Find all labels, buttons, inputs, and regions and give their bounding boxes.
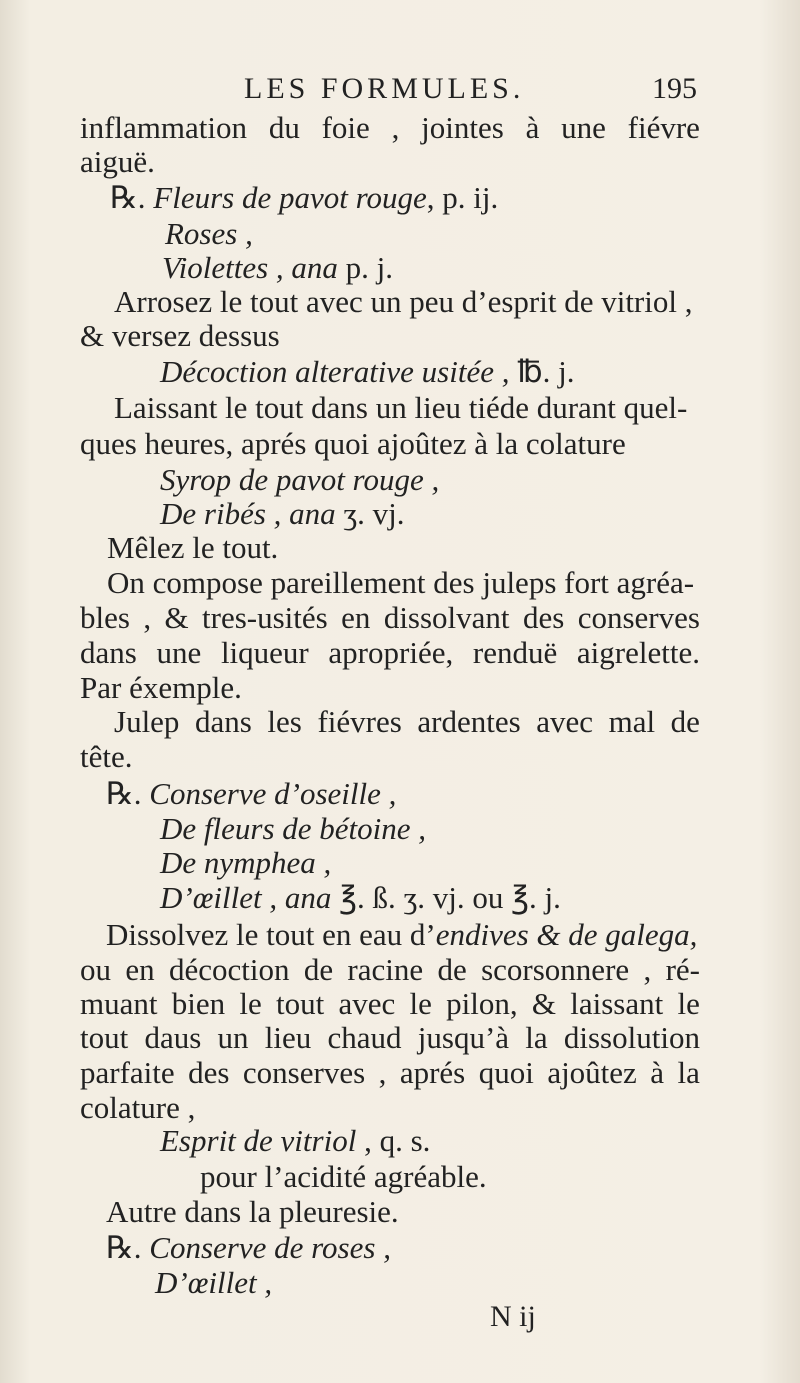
word: & bbox=[164, 600, 189, 635]
recipe-symbol: ℞. bbox=[106, 776, 142, 811]
text-line bbox=[106, 777, 396, 811]
word: foie bbox=[321, 110, 370, 145]
text-line bbox=[80, 953, 700, 987]
text-line: ques heures, aprés quoi ajoûtez à la colature bbox=[80, 426, 626, 461]
text-line bbox=[110, 181, 498, 215]
word: apropriée, bbox=[328, 635, 454, 670]
text-line: Mêlez le tout. bbox=[107, 530, 279, 565]
word: décoction bbox=[168, 952, 290, 987]
word: tres-usités bbox=[202, 600, 328, 635]
text-line: & versez dessus bbox=[80, 318, 280, 353]
text-line: pour l’acidité agréable. bbox=[200, 1159, 487, 1194]
word: de bbox=[437, 952, 467, 987]
word: pilon, bbox=[446, 986, 518, 1021]
word: bien bbox=[171, 986, 226, 1021]
text-line: Arrosez le tout avec un peu d’esprit de vitriol , bbox=[114, 284, 693, 319]
word: avec bbox=[536, 704, 593, 739]
dose: ʒ. vj. bbox=[335, 496, 405, 531]
word: & bbox=[531, 986, 556, 1021]
ingredient-line: De nymphea , bbox=[160, 845, 332, 880]
ingredient: D’œillet , ana bbox=[160, 880, 332, 915]
ingredient-line: Roses , bbox=[165, 216, 253, 251]
text-line bbox=[80, 1021, 700, 1055]
ingredient: Conserve d’oseille , bbox=[149, 776, 397, 811]
word: lieu bbox=[264, 1020, 312, 1055]
word: quoi bbox=[478, 1055, 534, 1090]
word: ou bbox=[80, 952, 111, 987]
word: liqueur bbox=[220, 635, 309, 670]
dose: , q. s. bbox=[356, 1123, 431, 1158]
word: le bbox=[239, 986, 262, 1021]
word: les bbox=[267, 704, 302, 739]
ingredient-line: De fleurs de bétoine , bbox=[160, 811, 427, 846]
dose: p. j. bbox=[337, 250, 394, 285]
word: en bbox=[341, 600, 371, 635]
word: mal bbox=[608, 704, 656, 739]
word: fiévre bbox=[627, 110, 700, 145]
word: ardentes bbox=[417, 704, 521, 739]
text-line: tête. bbox=[80, 739, 133, 774]
word: Julep bbox=[114, 704, 180, 739]
ingredient: Fleurs de pavot rouge bbox=[153, 180, 427, 215]
text-line: Laissant le tout dans un lieu tiéde durant quel- bbox=[114, 390, 688, 425]
text-line: aiguë. bbox=[80, 144, 155, 179]
text-line bbox=[162, 251, 393, 285]
ingredient-line: D’œillet , bbox=[155, 1265, 273, 1300]
text-line bbox=[80, 987, 700, 1021]
word: racine bbox=[347, 952, 424, 987]
recipe-symbol: ℞. bbox=[110, 180, 146, 215]
word: ajoûtez bbox=[547, 1055, 637, 1090]
word: une bbox=[561, 110, 606, 145]
word: , bbox=[143, 600, 152, 635]
ingredient: Conserve de roses , bbox=[149, 1230, 391, 1265]
word: de bbox=[670, 704, 700, 739]
word: une bbox=[156, 635, 202, 670]
word: parfaite bbox=[80, 1055, 175, 1090]
page-header bbox=[0, 72, 800, 112]
text-line bbox=[160, 881, 561, 915]
word: des bbox=[188, 1055, 230, 1090]
text-line bbox=[80, 1056, 700, 1090]
word: chaud bbox=[327, 1020, 402, 1055]
word: de bbox=[303, 952, 334, 987]
word: jointes bbox=[421, 110, 504, 145]
word: muant bbox=[80, 986, 158, 1021]
ingredient: endives & de galega, bbox=[435, 917, 698, 952]
text-line bbox=[80, 601, 700, 635]
word: aprés bbox=[399, 1055, 466, 1090]
ingredient: De ribés , ana bbox=[160, 496, 336, 531]
text-line bbox=[106, 918, 697, 952]
text-line bbox=[80, 111, 700, 145]
running-title: LES FORMULES. bbox=[244, 72, 525, 105]
word: avec bbox=[338, 986, 396, 1021]
word: dans bbox=[195, 704, 252, 739]
word: à bbox=[650, 1055, 665, 1090]
word: , bbox=[643, 952, 652, 987]
word: la bbox=[677, 1055, 700, 1090]
text-line bbox=[106, 1231, 391, 1265]
signature-mark: N ij bbox=[490, 1300, 536, 1333]
word: bles bbox=[80, 600, 130, 635]
word: daus bbox=[144, 1020, 202, 1055]
text-line: Autre dans la pleuresie. bbox=[106, 1194, 399, 1229]
word: dans bbox=[80, 635, 137, 670]
dose: , p. ij. bbox=[426, 180, 499, 215]
word: en bbox=[125, 952, 155, 987]
text-line bbox=[160, 497, 405, 531]
word: , bbox=[391, 110, 400, 145]
word: la bbox=[525, 1020, 548, 1055]
word: à bbox=[525, 110, 540, 145]
page-number: 195 bbox=[652, 72, 697, 105]
text-line: On compose pareillement des juleps fort agréa- bbox=[107, 565, 695, 600]
word: dissolution bbox=[563, 1020, 700, 1055]
word: ré- bbox=[665, 952, 700, 987]
text-line: Par éxemple. bbox=[80, 670, 242, 705]
dose: ℔. j. bbox=[509, 354, 575, 389]
word: tout bbox=[276, 986, 325, 1021]
ingredient-line: Syrop de pavot rouge , bbox=[160, 462, 440, 497]
word: des bbox=[522, 600, 565, 635]
word: scorsonnere bbox=[481, 952, 630, 987]
word: le bbox=[409, 986, 432, 1021]
word: aigrelette. bbox=[576, 635, 700, 670]
word: renduë bbox=[472, 635, 558, 670]
word: jusqu’à bbox=[417, 1020, 510, 1055]
word: , bbox=[378, 1055, 387, 1090]
text-line bbox=[160, 355, 574, 389]
word: conserves bbox=[577, 600, 700, 635]
text-line bbox=[114, 705, 700, 739]
ingredient: Esprit de vitriol bbox=[160, 1123, 357, 1158]
text-line bbox=[80, 636, 700, 670]
word: inflammation bbox=[80, 110, 248, 145]
word: dissolvant bbox=[383, 600, 510, 635]
word: conserves bbox=[242, 1055, 366, 1090]
dose: ℥. ß. ʒ. vj. ou ℥. j. bbox=[331, 880, 561, 915]
text-segment: Dissolvez le tout en eau d’ bbox=[106, 917, 436, 952]
word: du bbox=[268, 110, 300, 145]
word: laissant bbox=[570, 986, 664, 1021]
word: tout bbox=[80, 1020, 129, 1055]
word: le bbox=[677, 986, 700, 1021]
word: un bbox=[217, 1020, 249, 1055]
recipe-symbol: ℞. bbox=[106, 1230, 142, 1265]
ingredient: Violettes , ana bbox=[162, 250, 338, 285]
word: fiévres bbox=[317, 704, 402, 739]
text-line: colature , bbox=[80, 1090, 196, 1125]
ingredient: Décoction alterative usitée , bbox=[160, 354, 510, 389]
text-line bbox=[160, 1124, 430, 1158]
